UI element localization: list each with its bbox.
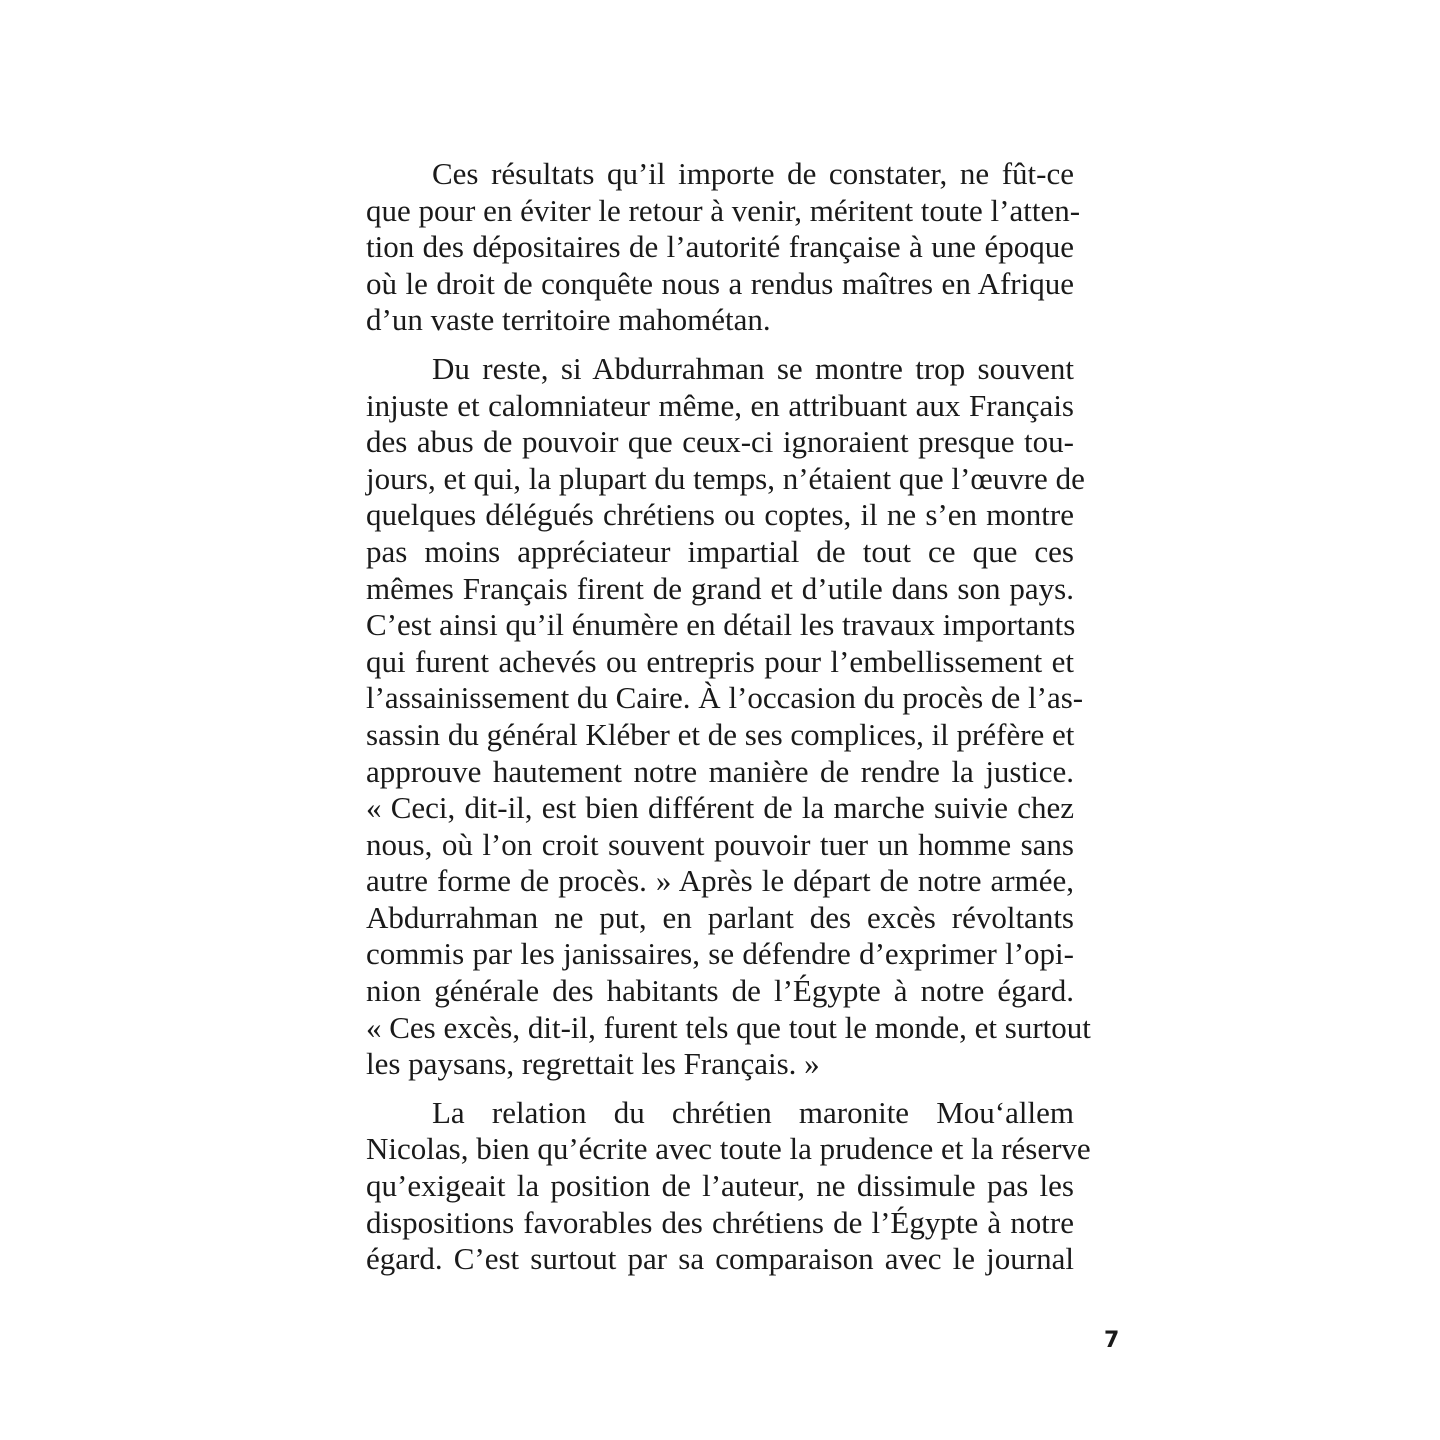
body-text [366,156,1091,1290]
text-line: Abdurrahman ne put, en parlant des excès révoltants [366,899,1074,935]
text-line: Ces résultats qu’il importe de constater, ne fût-ce [432,156,1074,191]
text-line: C’est ainsi qu’il énumère en détail les travaux importants [366,607,1076,643]
text-line: autre forme de procès. » Après le départ de notre armée, [366,863,1074,899]
text-line: mêmes Français firent de grand et d’utile dans son pays. [366,570,1074,606]
text-line: qui furent achevés ou entrepris pour l’embellissement et [366,643,1074,679]
text-line: injuste et calomniateur même, en attribuant aux Français [366,387,1074,423]
text-line: tion des dépositaires de l’autorité française à une époque [366,229,1074,265]
text-line: pas moins appréciateur impartial de tout ce que ces [366,533,1074,569]
text-line: nion générale des habitants de l’Égypte à notre égard. [366,973,1074,1009]
text-line: Du reste, si Abdurrahman se montre trop souvent [432,350,1074,386]
text-line: « Ces excès, dit-il, furent tels que tout le monde, et surtout [366,1009,1091,1045]
text-line: les paysans, regrettait les Français. » [366,1046,820,1082]
text-line: approuve hautement notre manière de rendre la justice. [366,753,1074,789]
text-line: nous, où l’on croit souvent pouvoir tuer un homme sans [366,826,1074,862]
paragraph-2 [366,350,1091,1083]
text-line: jours, et qui, la plupart du temps, n’étaient que l’œuvre de [366,460,1085,496]
text-line: Nicolas, bien qu’écrite avec toute la prudence et la réserve [366,1131,1091,1167]
text-line: où le droit de conquête nous a rendus maîtres en Afrique [366,265,1074,301]
text-line: commis par les janissaires, se défendre d’exprimer l’opi- [366,936,1074,972]
text-line: sassin du général Kléber et de ses complices, il préfère et [366,716,1075,752]
paragraph-1 [366,156,1081,339]
text-line: l’assainissement du Caire. À l’occasion du procès de l’as- [366,680,1084,716]
text-line: La relation du chrétien maronite Mou‘allem [432,1094,1074,1130]
text-line: quelques délégués chrétiens ou coptes, il ne s’en montre [366,497,1074,533]
text-line: que pour en éviter le retour à venir, méritent toute l’atten- [366,192,1081,228]
text-line: égard. C’est surtout par sa comparaison avec le journal [366,1241,1074,1277]
text-line: des abus de pouvoir que ceux-ci ignoraient presque tou- [366,424,1074,460]
page-number: 7 [1104,1328,1120,1353]
text-line: « Ceci, dit-il, est bien différent de la marche suivie chez [366,790,1074,826]
paragraph-3 [366,1094,1091,1278]
text-line: d’un vaste territoire mahométan. [366,302,771,338]
text-line: dispositions favorables des chrétiens de l’Égypte à notre [366,1204,1074,1240]
text-line: qu’exigeait la position de l’auteur, ne dissimule pas les [366,1168,1074,1204]
